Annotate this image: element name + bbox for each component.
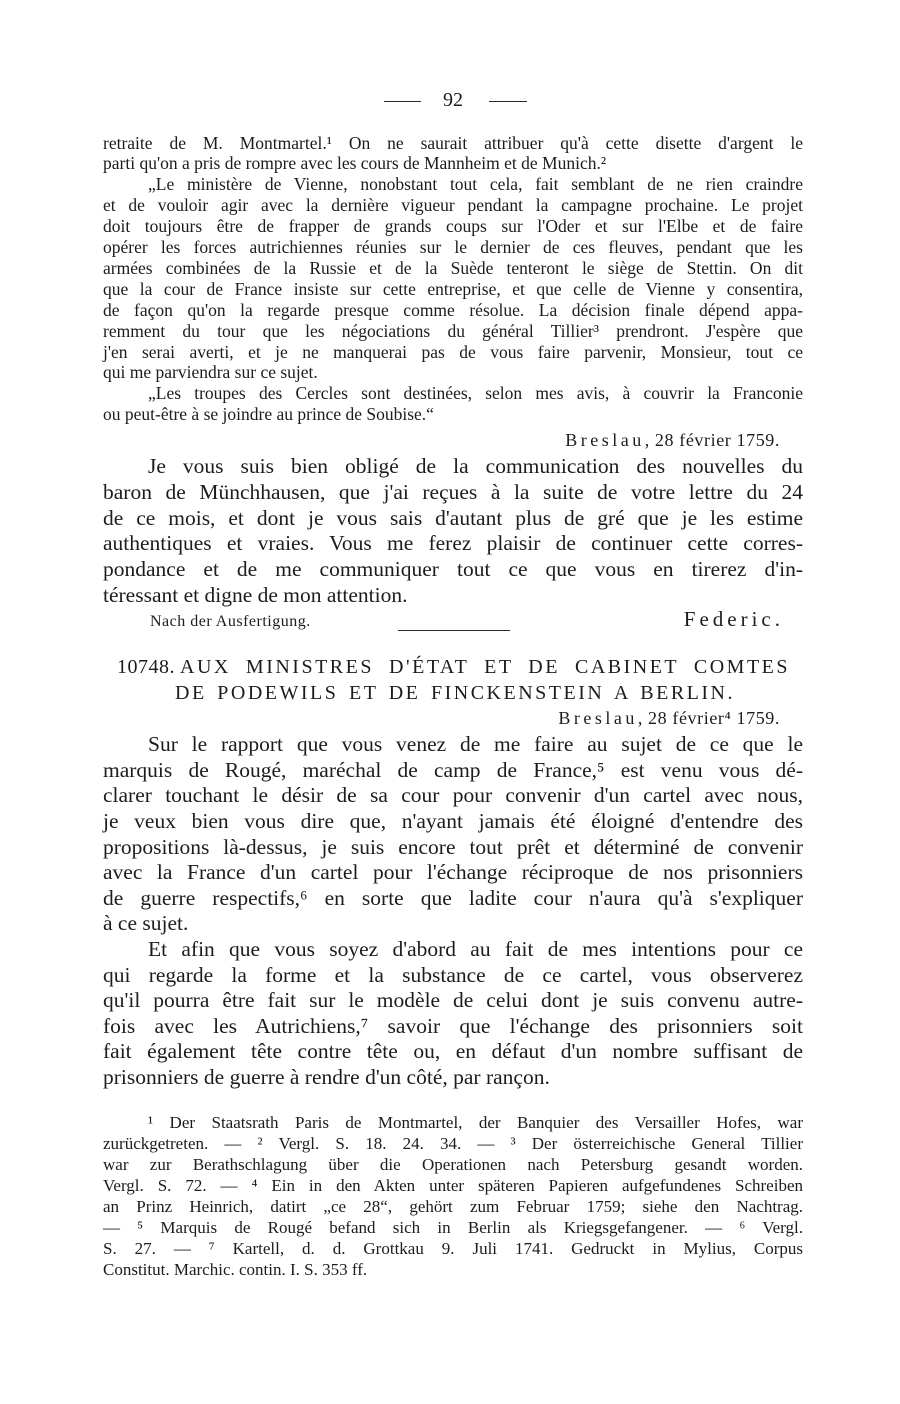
text-line: que la cour de France insiste sur cette entreprise, et que celle de Vienne y consentira, <box>103 278 803 299</box>
page-number: 92 <box>443 89 463 111</box>
text-line: fait également tête contre tête ou, en défaut d'un nombre suffisant de <box>103 1039 803 1064</box>
date-text: , 28 février 1759. <box>644 430 780 450</box>
text-line: retraite de M. Montmartel.¹ On ne saurait attribuer qu'à cette disette d'argent le <box>103 132 803 153</box>
footnote-line: Constitut. Marchic. contin. I. S. 353 ff. <box>103 1259 368 1279</box>
separator-rule <box>398 630 510 631</box>
letter-paragraph <box>103 732 803 937</box>
report-dateline <box>565 429 780 451</box>
text-line: „Le ministère de Vienne, nonobstant tout cela, fait semblant de ne rien craindre <box>148 174 803 195</box>
letter-number: 10748. <box>117 656 175 678</box>
text-line: Je vous suis bien obligé de la communication des nouvelles du <box>148 454 803 479</box>
reply-paragraph <box>103 454 803 609</box>
text-line: remment du tour que les négociations du général Tillier³ prendront. J'espère que <box>103 320 803 341</box>
footnote-line: Vergl. S. 72. — ⁴ Ein in den Akten unter späteren Papieren aufgefundenes Schreiben <box>103 1175 803 1195</box>
report-paragraph <box>103 174 803 383</box>
king-reply <box>103 454 803 609</box>
date-text: , 28 février⁴ 1759. <box>637 708 780 728</box>
letter-heading-line-2: DE PODEWILS ET DE FINCKENSTEIN A BERLIN. <box>175 682 735 704</box>
footnote-line: — ⁵ Marquis de Rougé befand sich in Berlin als Kriegsgefangener. — ⁶ Vergl. <box>103 1217 803 1237</box>
text-line: qui me parviendra sur ce sujet. <box>103 362 318 383</box>
report-paragraph <box>103 133 803 175</box>
letter-body <box>103 732 803 1090</box>
letter-paragraph <box>103 937 803 1091</box>
text-line: authentiques et vraies. Vous me ferez plaisir de continuer cette corres- <box>103 531 803 556</box>
footnote-line: ¹ Der Staatsrath Paris de Montmartel, der Banquier des Versailler Hofes, war <box>148 1112 803 1132</box>
page-number-rule-right <box>489 101 527 102</box>
text-line: opérer les forces autrichiennes réunies sur le dernier de ces fleuves, pendant que les <box>103 237 803 258</box>
footnote-line: zurückgetreten. — ² Vergl. S. 18. 24. 34. — ³ Der österreichische General Tillier <box>103 1133 803 1153</box>
letter-dateline <box>558 707 780 729</box>
footnote-line: an Prinz Heinrich, datirt „ce 28“, gehört zum Februar 1759; siehe den Nachtrag. <box>103 1196 803 1216</box>
text-line: ou peut-être à se joindre au prince de Soubise.“ <box>103 404 434 425</box>
text-line: à ce sujet. <box>103 911 189 936</box>
signature: Federic. <box>683 607 784 631</box>
text-line: prisonniers de guerre à rendre d'un côté, par rançon. <box>103 1064 550 1089</box>
text-line: fois avec les Autrichiens,⁷ savoir que l'échange des prisonniers soit <box>103 1013 803 1038</box>
text-line: de guerre respectifs,⁶ en sorte que ladite cour n'aura qu'à s'expliquer <box>103 885 803 910</box>
footnote-line: S. 27. — ⁷ Kartell, d. d. Grottkau 9. Juli 1741. Gedruckt in Mylius, Corpus <box>103 1238 803 1258</box>
letter-heading-line-1 <box>117 654 790 680</box>
text-line: clarer touchant le désir de sa cour pour convenir d'un cartel avec nous, <box>103 783 803 808</box>
footnote-line: war zur Berathschlagung über die Operationen nach Petersburg gesandt worden. <box>103 1154 803 1174</box>
page-number-rule-left <box>384 101 421 102</box>
text-line: doit toujours être de frapper de grands coups sur l'Oder et sur l'Elbe et de faire <box>103 216 803 237</box>
text-line: pondance et de me communiquer tout ce que vous en tirerez d'in- <box>103 557 803 582</box>
text-line: qui regarde la forme et la substance de ce cartel, vous observerez <box>103 962 803 987</box>
footnotes <box>103 1112 803 1280</box>
text-line: je veux bien vous dire que, n'ayant jamais été éloigné d'entendre des <box>103 808 803 833</box>
text-line: marquis de Rougé, maréchal de camp de France,⁵ est venu vous dé- <box>103 757 803 782</box>
text-line: propositions là-dessus, je suis encore tout prêt et déterminé de convenir <box>103 834 803 859</box>
text-line: j'en serai averti, et je ne manquerai pas de vous faire parvenir, Monsieur, tout ce <box>103 341 803 362</box>
text-line: „Les troupes des Cercles sont destinées, selon mes avis, à couvrir la Franconie <box>148 383 803 404</box>
text-line: de ce mois, et dont je vous sais d'autant plus de gré que je les estime <box>103 505 803 530</box>
text-line: Et afin que vous soyez d'abord au fait de mes intentions pour ce <box>148 936 803 961</box>
text-line: armées combinées de la Russie et de la Suède tenteront le siège de Stettin. On dit <box>103 257 803 278</box>
quoted-report <box>103 133 803 426</box>
report-paragraph <box>103 383 803 425</box>
place-name: Breslau <box>558 708 638 728</box>
text-line: qu'il pourra être fait sur le modèle de celui dont je suis convenu autre- <box>103 988 803 1013</box>
text-line: Sur le rapport que vous venez de me faire au sujet de ce que le <box>148 732 803 757</box>
text-line: baron de Münchhausen, que j'ai reçues à la suite de votre lettre du 24 <box>103 479 803 504</box>
text-line: de façon qu'on la regarde presque comme résolue. La décision finale dépend appa- <box>103 299 803 320</box>
text-line: parti qu'on a pris de rompre avec les cours de Mannheim et de Munich.² <box>103 153 607 174</box>
letter-heading-text: AUX MINISTRES D'ÉTAT ET DE CABINET COMTES <box>180 656 790 678</box>
text-line: téressant et digne de mon attention. <box>103 583 408 608</box>
source-note: Nach der Ausfertigung. <box>150 613 311 630</box>
text-line: et de vouloir agir avec la dernière vigueur pendant la campagne prochaine. Le projet <box>103 195 803 216</box>
place-name: Breslau <box>565 430 645 450</box>
text-line: avec la France d'un cartel pour l'échange réciproque de nos prisonniers <box>103 860 803 885</box>
